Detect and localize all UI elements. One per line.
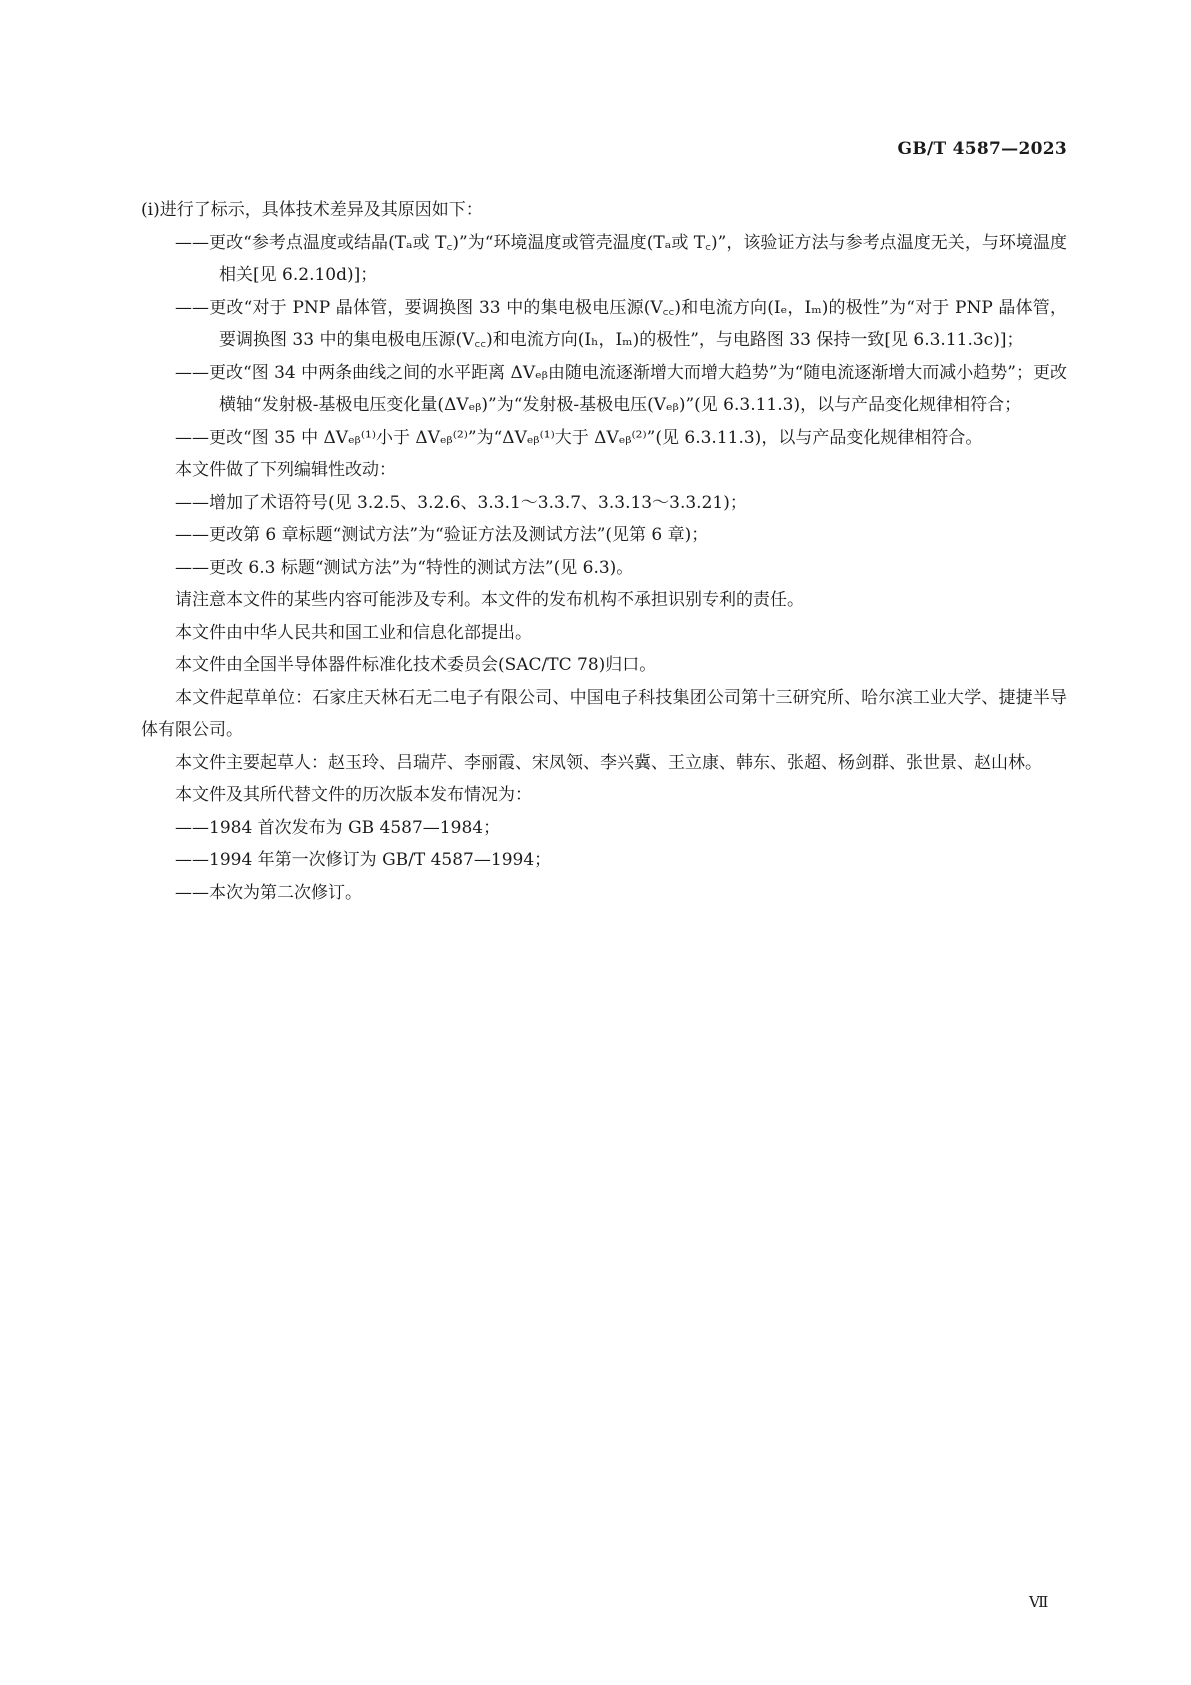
paragraph-patent: 请注意本文件的某些内容可能涉及专利。本文件的发布机构不承担识别专利的责任。: [175, 590, 804, 610]
paragraph-editorial: 本文件做了下列编辑性改动：: [175, 460, 396, 480]
paragraph-drafters: 本文件主要起草人：赵玉玲、吕瑞芹、李丽霞、宋凤领、李兴冀、王立康、韩东、张超、杨剑群、张世景、赵山林。: [175, 752, 1042, 773]
list-item-history-1: ——1984 首次发布为 GB 4587—1984；: [175, 817, 501, 838]
list-item-history-2: ——1994 年第一次修订为 GB/T 4587—1994；: [175, 850, 552, 870]
document-body: [141, 194, 1067, 909]
list-item-editorial-1: ——增加了术语符号(见 3.2.5、3.2.6、3.3.1～3.3.7、3.3.13～3.3.21)；: [175, 492, 747, 513]
list-item-editorial-2: ——更改第 6 章标题“测试方法”为“验证方法及测试方法”(见第 6 章)；: [175, 525, 709, 545]
list-item-change-4: ——更改“图 35 中 ΔVₑᵦ⁽¹⁾小于 ΔVₑᵦ⁽²⁾”为“ΔVₑᵦ⁽¹⁾大于 ΔVₑᵦ⁽²⁾”(见 6.3.11.3)，以与产品变化规律相符合。: [175, 427, 983, 448]
standard-number: GB/T 4587—2023: [897, 139, 1067, 159]
paragraph-proposer: 本文件由中华人民共和国工业和信息化部提出。: [175, 622, 532, 643]
paragraph-drafting-units: 本文件起草单位：石家庄天林石无二电子有限公司、中国电子科技集团公司第十三研究所、哈尔滨工业大学、捷捷半导体有限公司。: [141, 687, 1067, 740]
list-item-change-2: ——更改“对于 PNP 晶体管，要调换图 33 中的集电极电压源(V꜀꜀)和电流方向(Iₑ，Iₘ)的极性”为“对于 PNP 晶体管，要调换图 33 中的集电极电压源(V꜀꜀)和电流方向(Iₕ，Iₘ)的极性”，与电路图 33 保持一致[见 6.3.11.3c)]；: [175, 297, 1067, 350]
paragraph-intro: (ⅰ)进行了标示，具体技术差异及其原因如下：: [141, 200, 483, 220]
list-item-history-3: ——本次为第二次修订。: [175, 882, 362, 903]
page-number: Ⅶ: [1029, 1593, 1049, 1611]
paragraph-committee: 本文件由全国半导体器件标准化技术委员会(SAC/TC 78)归口。: [175, 655, 657, 675]
paragraph-history: 本文件及其所代替文件的历次版本发布情况为：: [175, 785, 532, 805]
list-item-change-3: ——更改“图 34 中两条曲线之间的水平距离 ΔVₑᵦ由随电流逐渐增大而增大趋势”为“随电流逐渐增大而减小趋势”；更改横轴“发射极-基极电压变化量(ΔVₑᵦ)”为“发射极-基极电压(Vₑᵦ)”(见 6.3.11.3)，以与产品变化规律相符合；: [175, 362, 1067, 415]
list-item-editorial-3: ——更改 6.3 标题“测试方法”为“特性的测试方法”(见 6.3)。: [175, 557, 634, 578]
list-item-change-1: ——更改“参考点温度或结晶(Tₐ或 T꜀)”为“环境温度或管壳温度(Tₐ或 T꜀)”，该验证方法与参考点温度无关，与环境温度相关[见 6.2.10d)]；: [175, 232, 1067, 285]
